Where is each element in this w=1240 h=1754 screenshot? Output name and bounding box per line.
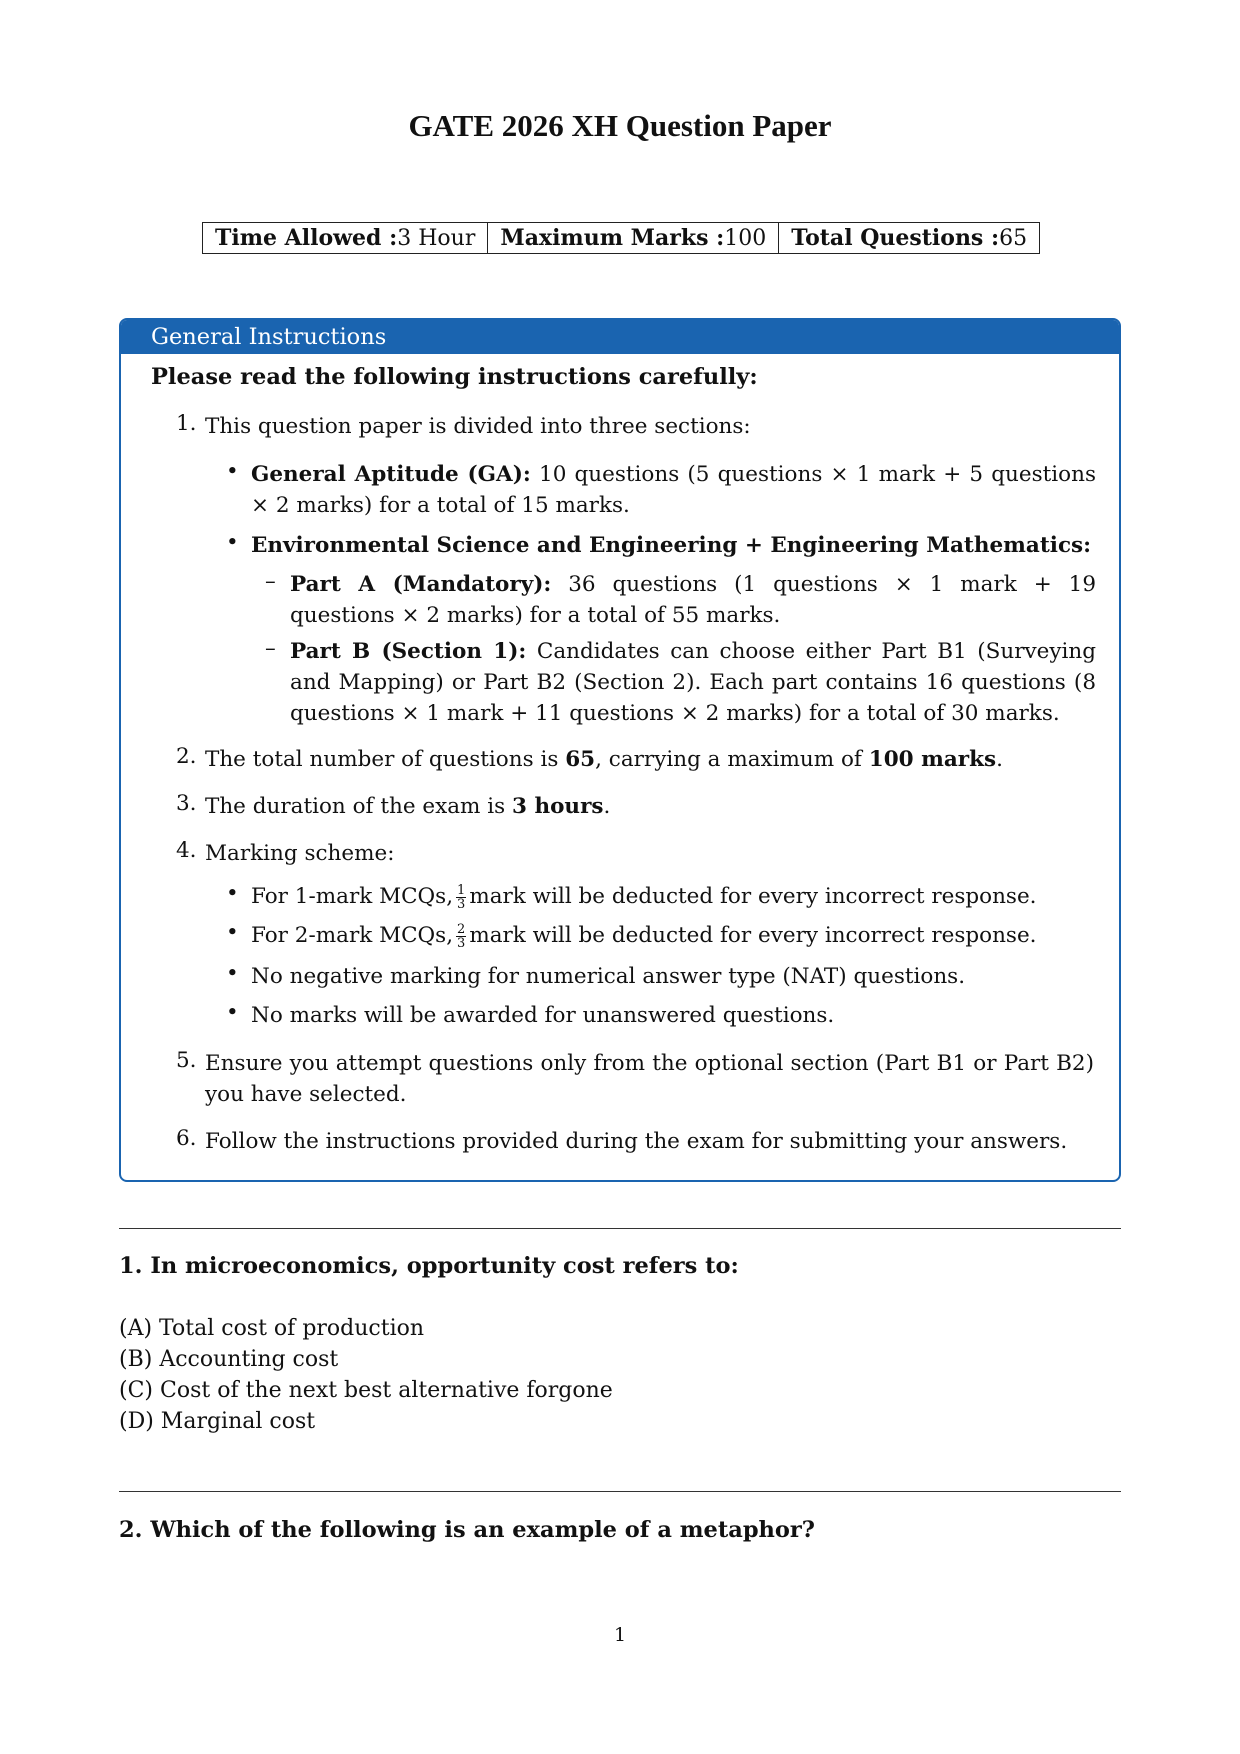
section-ese-title: Environmental Science and Engineering + Engineering Mathematics: bbox=[251, 533, 1092, 558]
section-ga-text bbox=[251, 459, 1096, 521]
fraction-numerator: 2 bbox=[457, 921, 466, 937]
bullet-icon: • bbox=[226, 530, 239, 555]
total-questions-count: 65 bbox=[565, 747, 596, 772]
question-2-stem: 2. Which of the following is an example of a metaphor? bbox=[119, 1517, 815, 1543]
section-ga-label: General Aptitude (GA): bbox=[251, 462, 531, 487]
time-allowed-label: Time Allowed : bbox=[215, 225, 398, 251]
time-allowed-cell bbox=[203, 223, 488, 254]
item-text: Ensure you attempt questions only from the optional section (Part B1 or Part B2) you have selected. bbox=[205, 1051, 1094, 1107]
dash-icon: – bbox=[265, 569, 276, 594]
part-a-text bbox=[290, 569, 1096, 631]
item-text: This question paper is divided into three sections: bbox=[205, 414, 751, 439]
item-number: 6. bbox=[176, 1126, 197, 1151]
item-text: Follow the instructions provided during the exam for submitting your answers. bbox=[205, 1129, 1068, 1154]
option-c[interactable]: (C) Cost of the next best alternative forgone bbox=[119, 1378, 613, 1403]
option-b[interactable]: (B) Accounting cost bbox=[119, 1347, 339, 1372]
item-text bbox=[205, 744, 1095, 775]
fraction-one-third bbox=[456, 884, 466, 911]
item-number: 2. bbox=[176, 744, 197, 769]
total-questions-value: 65 bbox=[999, 226, 1028, 251]
question-divider bbox=[119, 1228, 1121, 1229]
rule-1-pre: For 1-mark MCQs, bbox=[251, 884, 454, 909]
part-a-detail: 36 questions (1 questions × 1 mark + 19 questions × 2 marks) for a total of 55 marks. bbox=[290, 572, 1096, 628]
marking-rule-1-text bbox=[251, 881, 1096, 912]
total-questions-label: Total Questions : bbox=[791, 225, 1000, 251]
fraction-denominator: 3 bbox=[457, 896, 466, 912]
section-ga-detail: 10 questions (5 questions × 1 mark + 5 questions × 2 marks) for a total of 15 marks. bbox=[251, 462, 1096, 518]
general-instructions-box bbox=[119, 318, 1121, 1182]
fraction-denominator: 3 bbox=[457, 935, 466, 951]
item2-pre: The total number of questions is bbox=[205, 747, 566, 772]
total-questions-cell bbox=[779, 223, 1040, 254]
rule-1-post: mark will be deducted for every incorrect response. bbox=[469, 884, 1037, 909]
bullet-icon: • bbox=[226, 881, 239, 906]
dash-icon: – bbox=[265, 636, 276, 661]
instructions-header: General Instructions bbox=[121, 320, 1119, 354]
marking-rule-4-text: No marks will be awarded for unanswered questions. bbox=[251, 1003, 835, 1028]
item-text: Marking scheme: bbox=[205, 841, 395, 866]
item-number: 3. bbox=[176, 791, 197, 816]
page-number: 1 bbox=[613, 1624, 627, 1646]
page-title: GATE 2026 XH Question Paper bbox=[408, 108, 832, 143]
maximum-marks-label: Maximum Marks : bbox=[500, 225, 725, 251]
item3-post: . bbox=[603, 794, 611, 819]
part-b-text bbox=[290, 636, 1096, 729]
item-number: 1. bbox=[176, 411, 197, 436]
fraction-two-thirds bbox=[456, 923, 466, 950]
option-a[interactable]: (A) Total cost of production bbox=[119, 1316, 425, 1341]
bullet-icon: • bbox=[226, 920, 239, 945]
maximum-marks-count: 100 marks bbox=[868, 747, 997, 772]
fraction-numerator: 1 bbox=[457, 882, 466, 898]
part-b-detail: Candidates can choose either Part B1 (Surveying and Mapping) or Part B2 (Section 2). Each part contains 16 questions (8 questions × 1 mark + 11 questions × 2 marks) for a total of 30 marks. bbox=[290, 639, 1097, 726]
item2-post: . bbox=[996, 747, 1003, 772]
marking-rule-2-text bbox=[251, 920, 1096, 951]
question-1-options bbox=[119, 1313, 613, 1437]
time-allowed-value: 3 Hour bbox=[397, 226, 476, 251]
part-b-label: Part B (Section 1): bbox=[290, 639, 527, 664]
maximum-marks-value: 100 bbox=[724, 226, 767, 251]
item-text bbox=[205, 791, 1095, 822]
question-1-stem: 1. In microeconomics, opportunity cost refers to: bbox=[119, 1253, 739, 1279]
bullet-icon: • bbox=[226, 1000, 239, 1025]
maximum-marks-cell bbox=[488, 223, 779, 254]
item2-mid: , carrying a maximum of bbox=[595, 747, 869, 772]
part-a-label: Part A (Mandatory): bbox=[290, 572, 552, 597]
item-number: 4. bbox=[176, 838, 197, 863]
section-ese-label bbox=[251, 530, 1096, 561]
question-divider bbox=[119, 1491, 1121, 1492]
bullet-icon: • bbox=[226, 961, 239, 986]
option-d[interactable]: (D) Marginal cost bbox=[119, 1409, 316, 1434]
exam-meta-table bbox=[202, 222, 1040, 254]
rule-2-pre: For 2-mark MCQs, bbox=[251, 923, 454, 948]
bullet-icon: • bbox=[226, 459, 239, 484]
exam-duration: 3 hours bbox=[512, 794, 604, 819]
item3-pre: The duration of the exam is bbox=[205, 794, 513, 819]
instructions-lead: Please read the following instructions carefully: bbox=[151, 364, 758, 390]
item-number: 5. bbox=[176, 1048, 197, 1073]
marking-rule-3-text: No negative marking for numerical answer type (NAT) questions. bbox=[251, 964, 966, 989]
rule-2-post: mark will be deducted for every incorrect response. bbox=[469, 923, 1037, 948]
